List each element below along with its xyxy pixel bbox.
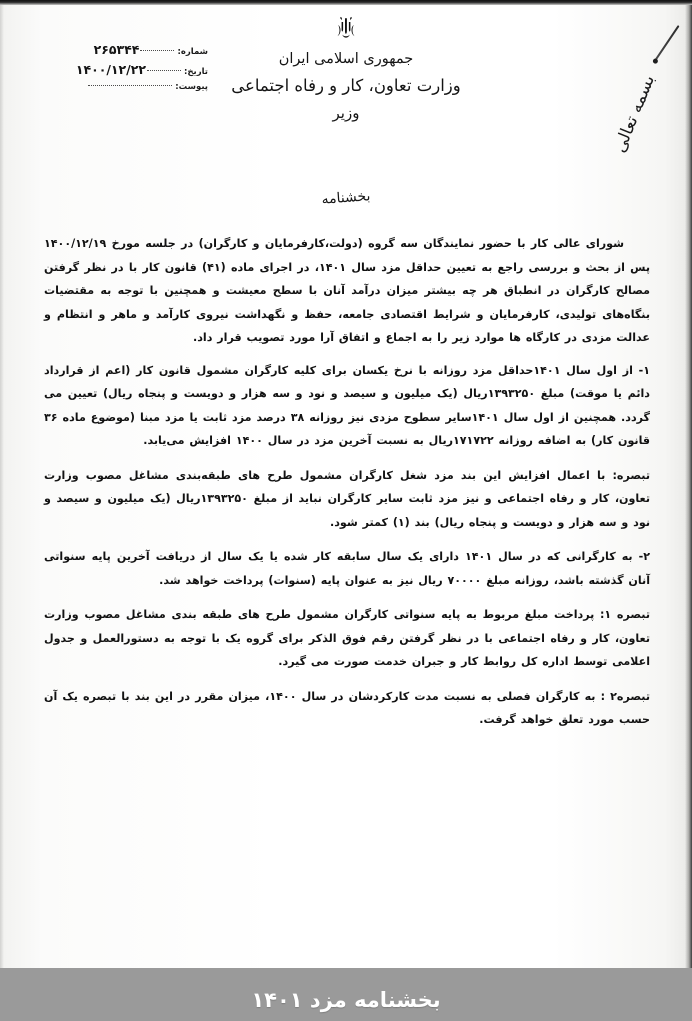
meta-row-number [18,42,208,57]
date-label: تاریخ: [184,67,208,77]
caption-text: بخشنامه مزد ۱۴۰۱ [251,988,441,1012]
scan-top-edge [0,0,692,5]
iran-emblem-icon [329,14,363,46]
paragraph-note-1: تبصره ۱: پرداخت مبلغ مربوط به پایه سنواتی کارگران مشمول طرح های طبقه بندی مشاغل مصوب وزارت تعاون، کار و رفاه اجتماعی با در نظر گرفتن رقم فوق الذکر برای گروه یک با توجه به دستورالعمل و جدول اعلامی توسط اداره کل روابط کار و جبران خدمت صورت می گیرد. [44,608,650,668]
document-meta-block [18,42,208,102]
basmala-heading: بسمه تعالی [610,72,660,156]
document-subject: بخشنامه [321,188,371,208]
paragraph-preamble: شورای عالی کار با حضور نمایندگان سه گروه (دولت،کارفرمایان و کارگران) در جلسه مورخ ۱۴۰۰/۱۲/۱۹ پس از بحث و بررسی راجع به تعیین حداقل مزد سال ۱۴۰۱، در اجرای ماده (۴۱) قانون کار با در نظر گرفتن مصالح کارگران در انطباق هر چه بیشتر میزان درآمد آنان با سطح معیشت و همچنین با توجه به مقتضیات بنگاه‌های تولیدی، کارفرمایان و شرایط اقتصادی جامعه، حفظ و نگهداشت نیروی کارآمد و ماهر و انتظام و عدالت مزدی در کارگاه ها موارد زیر را به اجماع و اتفاق آرا مورد تصویب قرار داد. [44,237,650,344]
paragraph-clause-1: ۱- از اول سال ۱۴۰۱حداقل مزد روزانه با نرخ یکسان برای کلیه کارگران مشمول قانون کار (اعم از قرارداد دائم یا موقت) مبلغ ۱۳۹۳۲۵۰ریال (یک میلیون و سیصد و نود و سه هزار و دویست و پنجاه ریال) تعیین می گردد. همچنین از اول سال ۱۴۰۱سایر سطوح مزدی نیز روزانه ۳۸ درصد مزد ثابت یا مزد مبنا (موضوع ماده ۳۶ قانون کار) به اضافه روزانه ۱۷۱۷۲۲ریال به نسبت آخرین مزد در سال ۱۴۰۰ افزایش می‌یابد. [44,363,650,447]
attachment-dots [88,85,172,86]
meta-row-attachment [18,82,208,97]
paragraph-clause-2: ۲- به کارگرانی که در سال ۱۴۰۱ دارای یک سال سابقه کار شده یا یک سال از دریافت آخرین پایه سنواتی آنان گذشته باشد، روزانه مبلغ ۷۰۰۰۰ ریال نیز به عنوان پایه (سنوات) پرداخت خواهد شد. [44,550,650,587]
number-value: ۲۶۵۳۴۴ [93,42,140,57]
paragraph-note-clause-1: تبصره: با اعمال افزایش این بند مزد شغل کارگران مشمول طرح های طبقه‌بندی مشاغل مصوب وزارت تعاون، کار و رفاه اجتماعی و نیز مزد ثابت سایر کارگران نباید از مبلغ ۱۳۹۳۲۵۰ریال (یک میلیون و سیصد و نود و سه هزار و دویست و پنجاه ریال) بند (۱) کمتر شود. [44,468,650,529]
meta-row-date [18,62,208,77]
letterhead [0,8,692,183]
date-dots [147,70,181,71]
date-value: ۱۴۰۰/۱۲/۲۲ [75,62,146,77]
number-label: شماره: [177,47,208,57]
caption-bar [0,968,692,1021]
paragraph-note-2: تبصره۲ : به کارگران فصلی به نسبت مدت کارکردشان در سال ۱۴۰۰، میزان مقرر در این بند با تبصره یک آن حسب مورد تعلق خواهد گرفت. [44,689,650,726]
country-name: جمهوری اسلامی ایران [278,51,414,67]
ministry-name: وزارت تعاون، کار و رفاه اجتماعی [231,76,461,96]
document-body [44,232,650,743]
number-dots [140,50,174,51]
attachment-label: پیوست: [175,82,208,92]
minister-title: وزیر [332,103,360,122]
